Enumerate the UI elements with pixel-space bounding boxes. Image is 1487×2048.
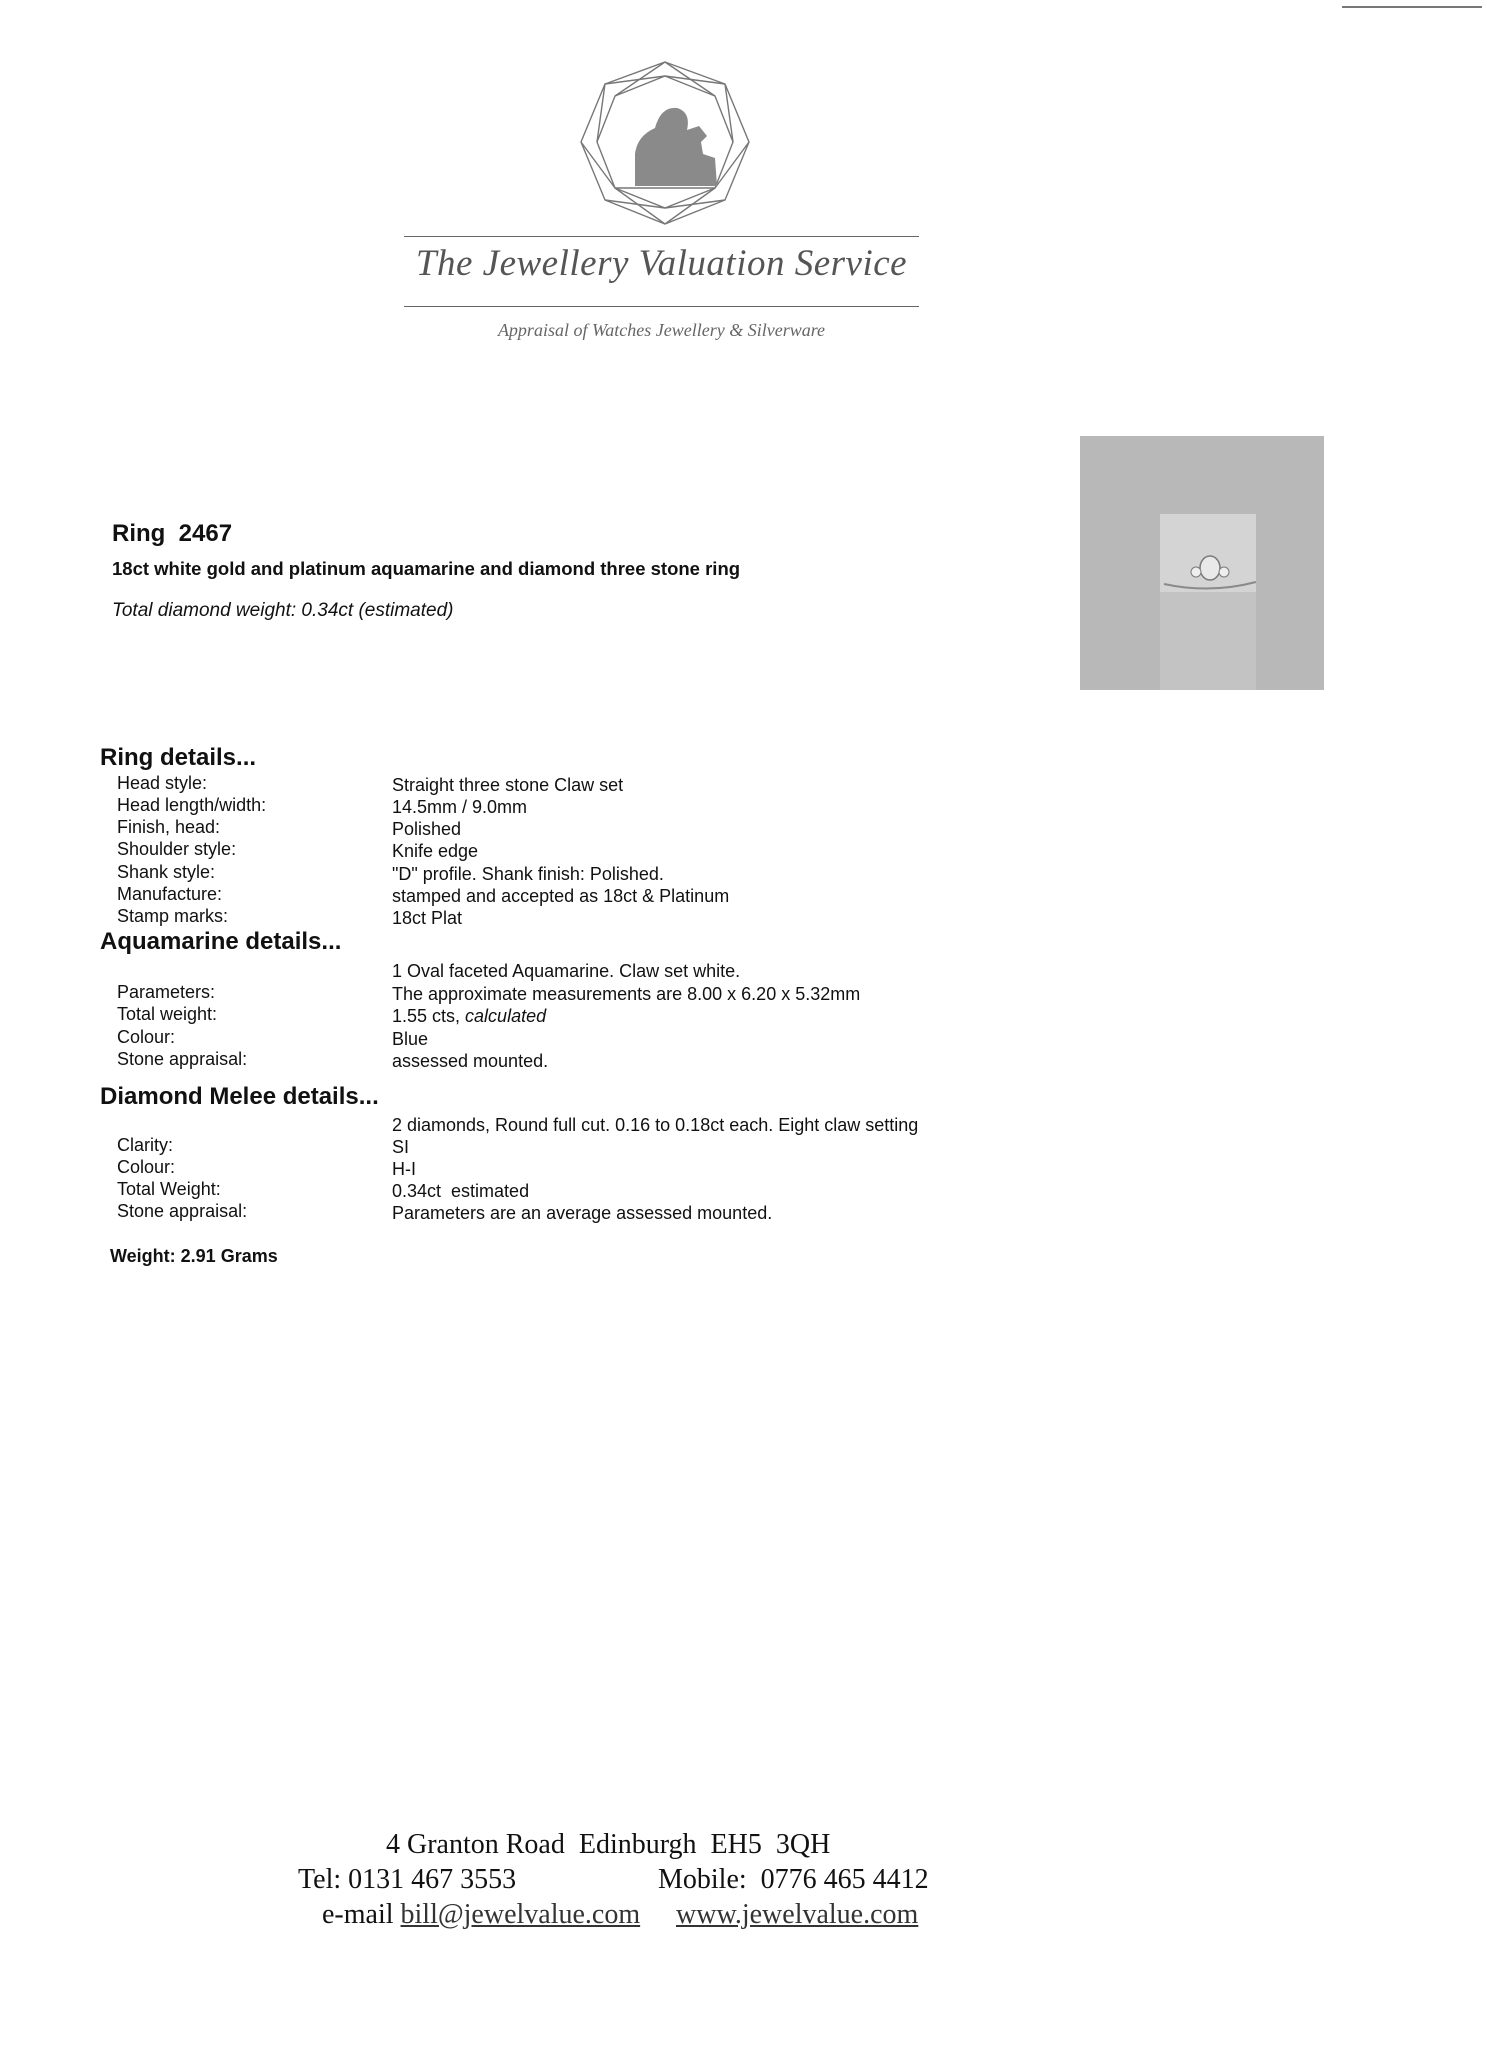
ring-detail-label: Finish, head: <box>117 817 221 837</box>
ring-detail-label: Shank style: <box>117 862 216 882</box>
aquamarine-detail-label: Colour: <box>117 1027 176 1047</box>
company-name: The Jewellery Valuation Service <box>415 243 908 284</box>
diamond-intro: 2 diamonds, Round full cut. 0.16 to 0.18ct each. Eight claw setting <box>392 1115 919 1135</box>
ring-detail-value: 18ct Plat <box>392 908 463 928</box>
diamond-detail-label: Colour: <box>117 1157 176 1177</box>
email-link[interactable]: bill@jewelvalue.com <box>400 1899 641 1930</box>
diamond-detail-label: Stone appraisal: <box>117 1201 248 1221</box>
ring-detail-value: stamped and accepted as 18ct & Platinum <box>392 886 730 906</box>
ring-details-heading: Ring details... <box>100 744 257 771</box>
ring-detail-value: Straight three stone Claw set <box>392 775 624 795</box>
tagline: Appraisal of Watches Jewellery & Silverware <box>497 320 826 340</box>
aquamarine-detail-value: Blue <box>392 1029 429 1049</box>
aquamarine-detail-value: 1.55 cts, calculated <box>392 1006 547 1026</box>
ring-detail-label: Manufacture: <box>117 884 223 904</box>
diamond-details-heading: Diamond Melee details... <box>100 1083 379 1110</box>
diamond-detail-value: 0.34ct estimated <box>392 1181 530 1201</box>
header-rule-bottom <box>404 306 919 307</box>
website-link[interactable]: www.jewelvalue.com <box>676 1899 919 1930</box>
jeweller-logo-icon <box>575 58 755 228</box>
aquamarine-detail-label: Total weight: <box>117 1004 218 1024</box>
top-edge-line <box>1342 6 1482 8</box>
diamond-detail-value: Parameters are an average assessed mounted. <box>392 1203 773 1223</box>
ring-detail-label: Head style: <box>117 773 208 793</box>
diamond-detail-value: SI <box>392 1137 410 1157</box>
aquamarine-detail-value: assessed mounted. <box>392 1051 549 1071</box>
total-diamond-weight: Total diamond weight: 0.34ct (estimated) <box>112 600 454 621</box>
total-weight: Weight: 2.91 Grams <box>110 1246 278 1266</box>
footer-mobile: Mobile: 0776 465 4412 <box>658 1864 929 1895</box>
aquamarine-detail-label: Stone appraisal: <box>117 1049 248 1069</box>
ring-detail-value: "D" profile. Shank finish: Polished. <box>392 864 664 884</box>
diamond-detail-label: Clarity: <box>117 1135 174 1155</box>
header-rule-top <box>404 236 919 237</box>
ring-detail-label: Shoulder style: <box>117 839 237 859</box>
ring-detail-value: Polished <box>392 819 462 839</box>
ring-detail-label: Head length/width: <box>117 795 267 815</box>
ring-photo <box>1080 436 1324 690</box>
footer-address: 4 Granton Road Edinburgh EH5 3QH <box>386 1829 831 1860</box>
diamond-detail-value: H-I <box>392 1159 416 1179</box>
footer-email-line: e-mail bill@jewelvalue.com <box>322 1899 641 1930</box>
ring-detail-label: Stamp marks: <box>117 906 229 926</box>
ring-detail-value: 14.5mm / 9.0mm <box>392 797 528 817</box>
aquamarine-intro: 1 Oval faceted Aquamarine. Claw set white. <box>392 961 741 981</box>
ring-detail-value: Knife edge <box>392 841 479 861</box>
footer-telephone: Tel: 0131 467 3553 <box>298 1864 517 1895</box>
item-description: 18ct white gold and platinum aquamarine and diamond three stone ring <box>112 558 741 579</box>
item-title: Ring 2467 <box>112 520 233 547</box>
calculated-note: calculated <box>465 1006 547 1026</box>
aquamarine-details-heading: Aquamarine details... <box>100 928 342 955</box>
aquamarine-detail-label: Parameters: <box>117 982 216 1002</box>
aquamarine-detail-value: The approximate measurements are 8.00 x 6.20 x 5.32mm <box>392 984 861 1004</box>
diamond-detail-label: Total Weight: <box>117 1179 221 1199</box>
